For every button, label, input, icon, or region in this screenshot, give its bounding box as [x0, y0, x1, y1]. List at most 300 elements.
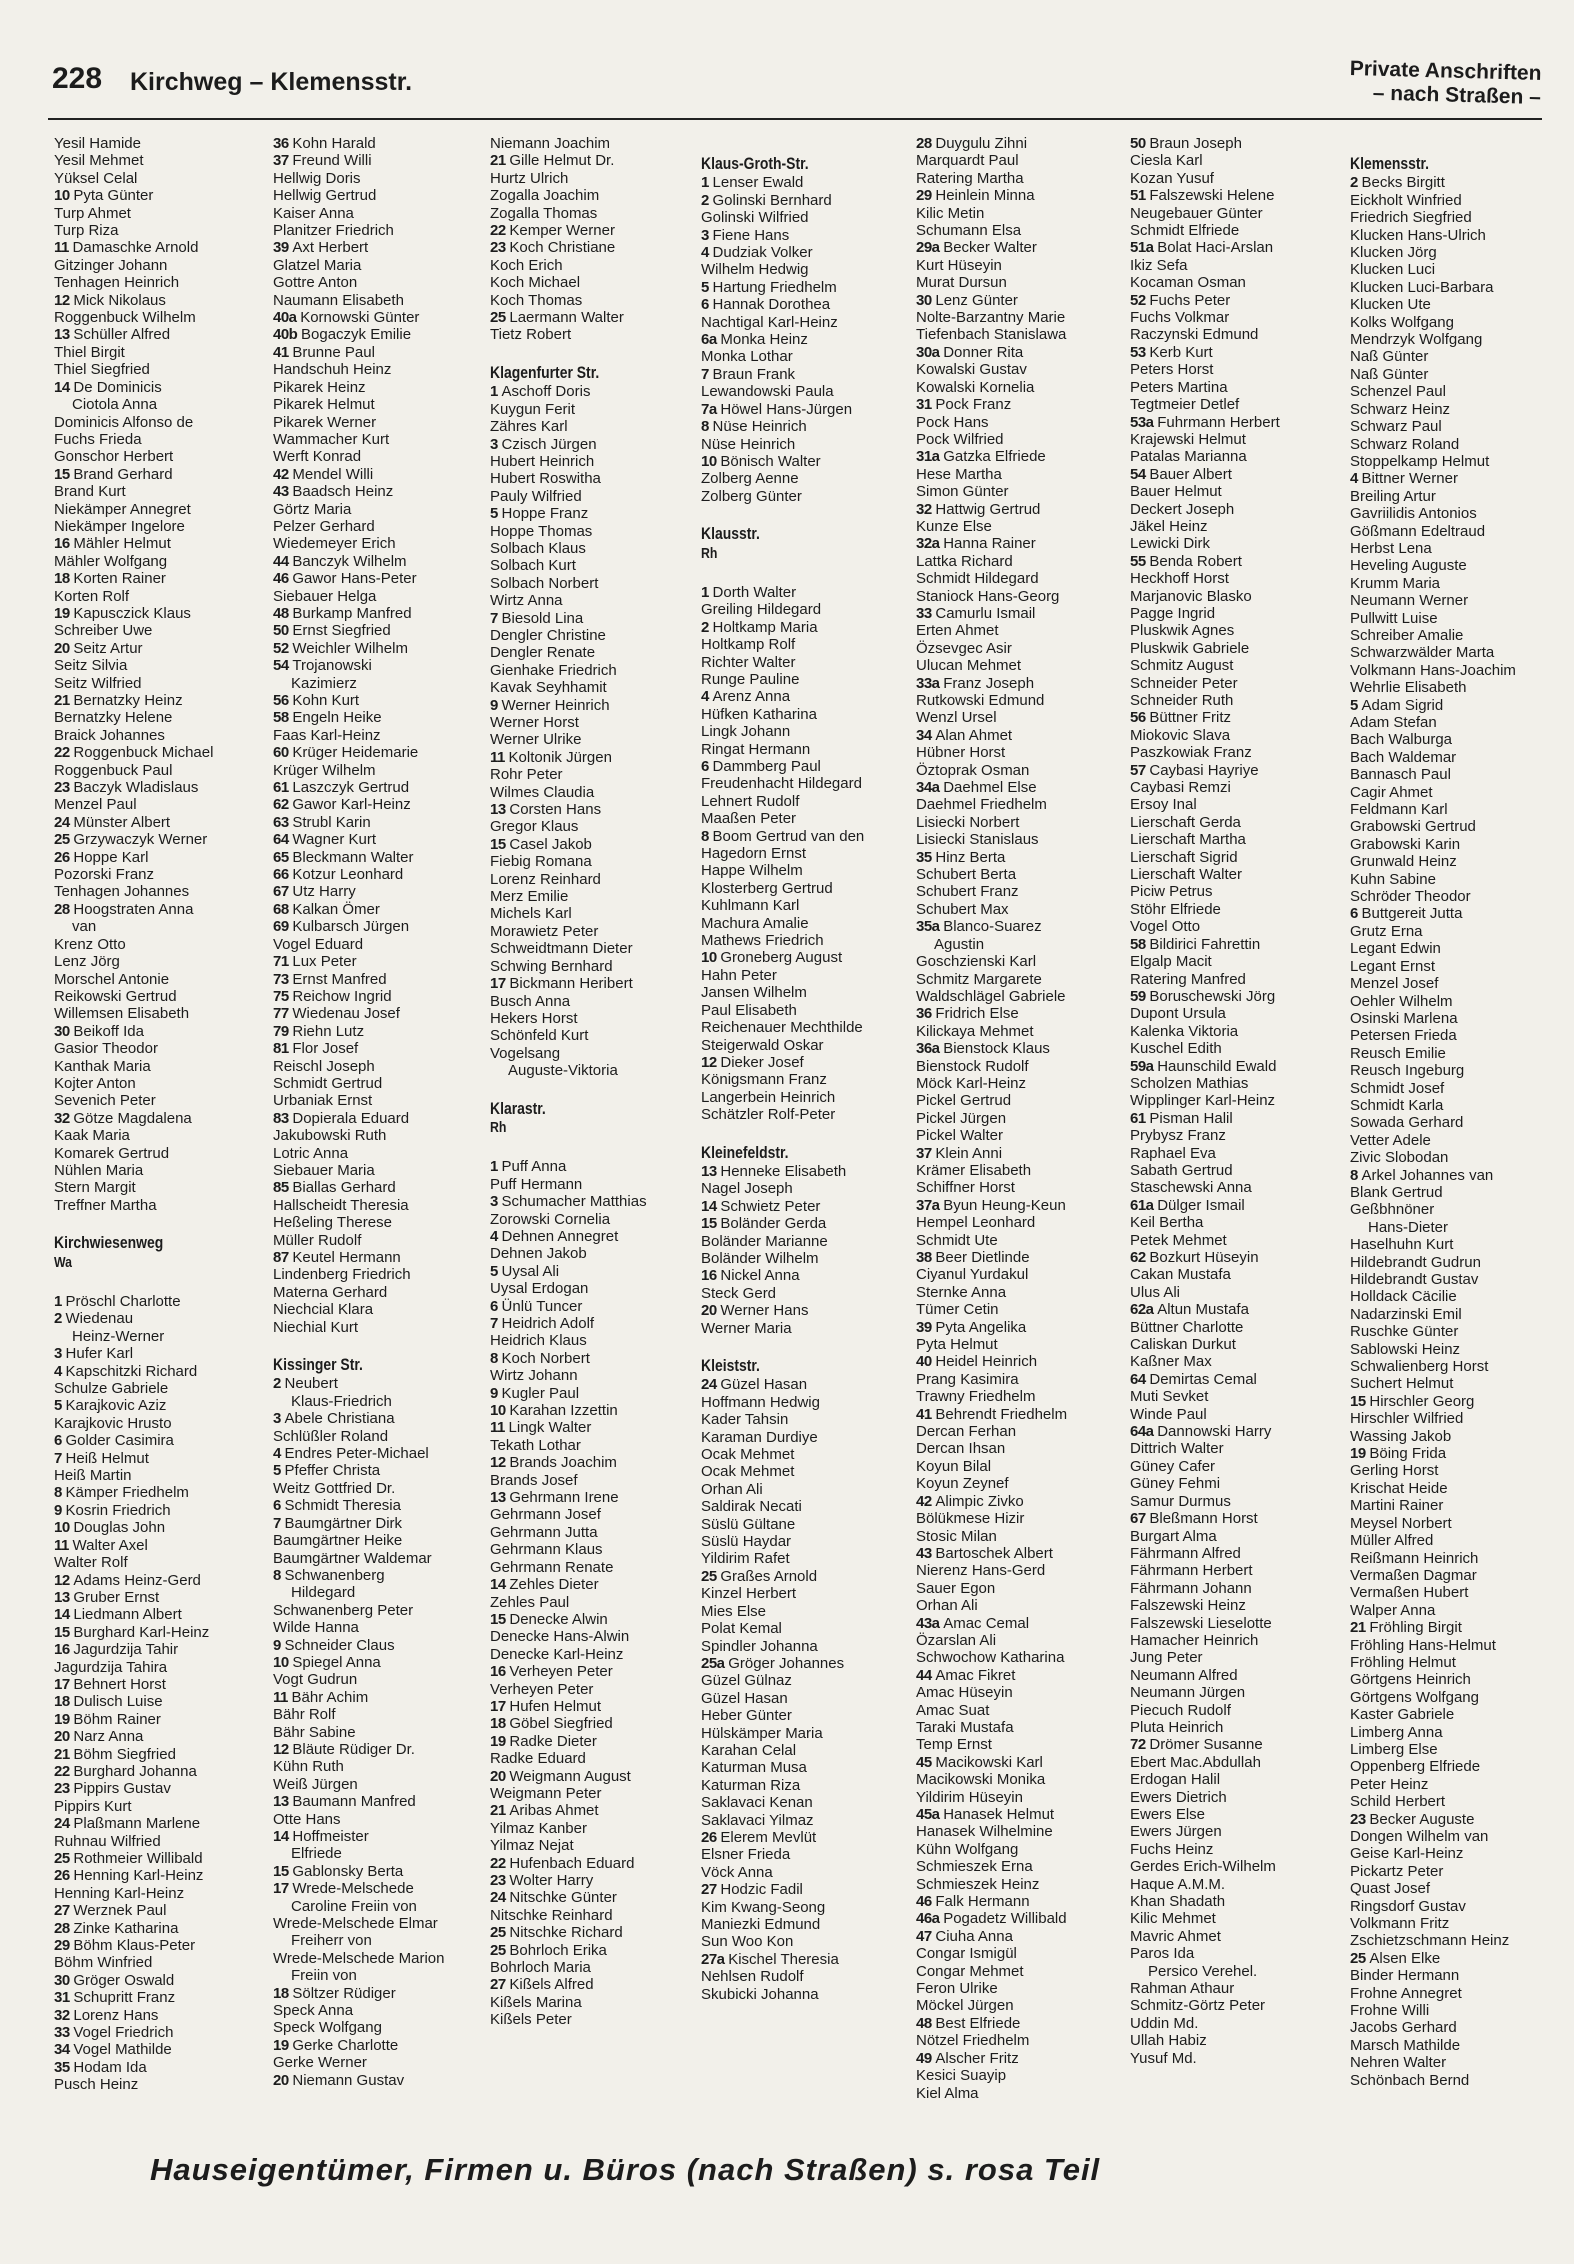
resident-entry: [490, 1942, 698, 1959]
resident-entry: Roggenbuck Wilhelm: [54, 309, 196, 327]
street-heading: Klagenfurter Str.: [490, 362, 600, 382]
resident-entry: [54, 1728, 262, 1745]
resident-name: Böhm Rainer: [73, 1710, 161, 1728]
resident-name: Holtkamp Maria: [712, 618, 818, 636]
resident-name: Gawor Karl-Heinz: [292, 796, 411, 814]
resident-entry: Mathews Friedrich: [701, 932, 824, 950]
resident-entry: Ersoy Inal: [1130, 796, 1197, 814]
house-number: 13: [490, 1489, 510, 1507]
resident-entry: [916, 1615, 1124, 1632]
house-number: 34: [916, 726, 936, 744]
resident-entry: [916, 1545, 1124, 1562]
resident-entry: Lierschaft Gerda: [1130, 813, 1241, 831]
house-number: 56: [273, 692, 293, 709]
resident-entry: Sternke Anna: [916, 1283, 1007, 1301]
house-number: 8: [490, 1349, 502, 1367]
resident-name: Hufer Karl: [65, 1345, 134, 1363]
resident-entry: [701, 1302, 909, 1319]
resident-entry: Schubert Max: [916, 900, 1009, 918]
resident-name: Büttner Fritz: [1149, 709, 1232, 727]
resident-entry: [916, 1928, 1124, 1945]
resident-entry: Lenz Jörg: [54, 953, 120, 971]
resident-name: Hoppe Karl: [73, 848, 149, 866]
house-number: 16: [701, 1267, 721, 1285]
resident-entry: Jakubowski Ruth: [273, 1127, 387, 1145]
resident-entry: Reusch Ingeburg: [1350, 1062, 1465, 1080]
resident-entry: Wirtz Anna: [490, 592, 563, 610]
house-number: 37a: [916, 1196, 944, 1214]
resident-name: Banczyk Wilhelm: [292, 552, 407, 570]
resident-name: Riehn Lutz: [292, 1022, 365, 1040]
resident-entry: [54, 1815, 262, 1832]
house-number: 60: [273, 744, 293, 762]
resident-entry: Geise Karl-Heinz: [1350, 1845, 1464, 1863]
resident-entry: Henning Karl-Heinz: [54, 1884, 185, 1902]
resident-entry: Peter Heinz: [1350, 1775, 1429, 1793]
resident-entry: Niekämper Annegret: [54, 500, 191, 518]
house-number: 64a: [1130, 1423, 1158, 1441]
house-number: 21: [54, 692, 74, 709]
resident-entry: [916, 501, 1124, 518]
resident-name: Schüller Alfred: [73, 326, 171, 344]
resident-entry: Dengler Christine: [490, 626, 606, 644]
resident-entry: Puff Hermann: [490, 1175, 583, 1193]
resident-entry: [273, 605, 481, 622]
resident-entry: Mähler Wolfgang: [54, 552, 168, 570]
resident-name: Hufenbach Eduard: [509, 1854, 635, 1872]
resident-entry: Falszewski Lieselotte: [1130, 1614, 1272, 1632]
house-number: 1: [490, 1158, 502, 1176]
resident-name: Hoogstraten Anna: [73, 900, 194, 918]
resident-entry: Niechial Kurt: [273, 1318, 359, 1336]
resident-entry: Kuhlmann Karl: [701, 897, 800, 915]
resident-name: Henneke Elisabeth: [720, 1162, 847, 1180]
resident-entry: Haque A.M.M.: [1130, 1875, 1226, 1893]
resident-name: Dammberg Paul: [712, 758, 821, 775]
resident-entry: [701, 174, 909, 191]
house-number: 59: [1130, 987, 1150, 1005]
house-number: 23: [1350, 1810, 1370, 1828]
resident-entry: Bähr Sabine: [273, 1723, 356, 1741]
column-7: [1350, 135, 1558, 2089]
resident-entry: Pluta Heinrich: [1130, 1718, 1224, 1736]
resident-entry: Hubert Heinrich: [490, 452, 595, 470]
resident-entry: Schwarzwälder Marta: [1350, 644, 1495, 662]
resident-entry: Ciesla Karl: [1130, 152, 1203, 170]
resident-entry: [1130, 292, 1338, 309]
resident-name: Boländer Gerda: [720, 1215, 827, 1233]
resident-entry: Stöhr Elfriede: [1130, 900, 1221, 918]
house-number: 30: [54, 1971, 74, 1989]
resident-entry: Congar Ismigül: [916, 1945, 1017, 1963]
house-number: 9: [490, 696, 502, 714]
resident-entry: Uddin Md.: [1130, 2014, 1199, 2032]
resident-name: Caybasi Hayriye: [1149, 761, 1259, 779]
resident-entry: Meysel Norbert: [1350, 1514, 1452, 1532]
street-heading: Klausstr.: [701, 524, 760, 544]
resident-entry: Radke Eduard: [490, 1750, 586, 1768]
resident-name: Kosrin Friedrich: [65, 1501, 171, 1519]
resident-entry: [273, 2037, 481, 2054]
house-number: 31: [54, 1989, 74, 2007]
resident-name: Fuhrmann Herbert: [1157, 413, 1280, 431]
house-number: 65: [273, 848, 293, 866]
house-number: 18: [490, 1715, 510, 1733]
resident-entry: Pickel Gertrud: [916, 1092, 1012, 1110]
resident-entry: [273, 657, 481, 674]
house-number: 29: [916, 187, 936, 205]
resident-name: Koch Norbert: [501, 1349, 590, 1367]
resident-entry: Tietz Robert: [490, 326, 572, 344]
house-number: 25: [701, 1567, 721, 1585]
district-code: Rh: [490, 1118, 507, 1136]
resident-entry: [916, 239, 1124, 256]
resident-name: Kerb Kurt: [1149, 343, 1213, 361]
house-number: 22: [490, 222, 510, 240]
house-number: 6: [490, 1297, 502, 1315]
house-number: 22: [54, 744, 74, 762]
house-number: 66: [273, 866, 293, 884]
resident-entry: [916, 1353, 1124, 1370]
house-number: 7: [273, 1514, 285, 1532]
house-number: 63: [273, 813, 293, 831]
street-heading: Klaus-Groth-Str.: [701, 154, 809, 173]
resident-entry: Merz Emilie: [490, 888, 569, 906]
resident-entry: Marsch Mathilde: [1350, 2036, 1461, 2054]
resident-name: Nitschke Richard: [509, 1924, 623, 1942]
resident-entry: Elsner Frieda: [701, 1846, 791, 1864]
resident-name: Götze Magdalena: [73, 1109, 192, 1127]
column-6: [1130, 135, 1338, 2067]
resident-entry: Karaman Durdiye: [701, 1428, 818, 1446]
resident-entry: Zivic Slobodan: [1350, 1149, 1449, 1167]
resident-entry: Schröder Theodor: [1350, 888, 1471, 906]
resident-entry: Limberg Anna: [1350, 1723, 1443, 1741]
house-number: 23: [54, 779, 74, 797]
house-number: 8: [701, 418, 713, 436]
resident-entry: Kinzel Herbert: [701, 1585, 797, 1603]
resident-entry: Jansen Wilhelm: [701, 984, 807, 1002]
house-number: 50: [273, 622, 293, 640]
resident-name: Benda Robert: [1149, 552, 1242, 570]
resident-entry: Saldirak Necati: [701, 1498, 802, 1516]
resident-entry: [490, 1802, 698, 1819]
resident-entry: Gerke Werner: [273, 2054, 367, 2072]
resident-entry: Böhm Winfried: [54, 1954, 153, 1972]
resident-entry: Pullwitt Luise: [1350, 609, 1438, 627]
resident-name: Byun Heung-Keun: [943, 1196, 1066, 1214]
house-number: 64: [273, 831, 293, 849]
resident-entry: [54, 1920, 262, 1937]
resident-entry: Özarslan Ali: [916, 1631, 997, 1649]
house-number: 52: [273, 639, 293, 657]
resident-entry: Volkmann Fritz: [1350, 1915, 1450, 1933]
house-number: 61: [273, 779, 293, 797]
resident-entry: Heveling Auguste: [1350, 557, 1467, 575]
resident-name: Kischel Theresia: [728, 1950, 839, 1968]
resident-name: Güzel Hasan: [720, 1376, 808, 1394]
resident-entry: Maniezki Edmund: [701, 1916, 821, 1933]
resident-entry: Kaak Maria: [54, 1127, 130, 1145]
resident-entry: Heidrich Klaus: [490, 1332, 587, 1350]
house-number: 4: [54, 1362, 66, 1380]
resident-entry: [916, 1145, 1124, 1162]
resident-entry: [490, 1298, 698, 1315]
resident-entry: [1130, 988, 1338, 1005]
resident-entry: Schwalienberg Horst: [1350, 1358, 1489, 1376]
resident-entry: Pyta Helmut: [916, 1336, 998, 1354]
resident-name: Behrendt Friedhelm: [935, 1405, 1068, 1423]
resident-entry: Görtgens Heinrich: [1350, 1671, 1471, 1689]
house-number: 5: [701, 278, 713, 296]
house-number: 35a: [916, 918, 944, 936]
resident-name: Gehrmann Irene: [509, 1489, 619, 1507]
resident-entry: Dupont Ursula: [1130, 1005, 1226, 1023]
house-number: 1: [490, 383, 502, 401]
resident-entry: Boländer Wilhelm: [701, 1249, 819, 1267]
resident-entry: Greiling Hildegard: [701, 601, 822, 619]
house-number: 8: [54, 1484, 66, 1502]
house-number: 46: [916, 1893, 936, 1911]
resident-entry: Kunze Else: [916, 517, 992, 535]
resident-name: Becker Auguste: [1369, 1810, 1475, 1828]
resident-entry: Wirtz Johann: [490, 1367, 578, 1385]
resident-entry: [490, 1263, 698, 1280]
house-number: 24: [54, 813, 74, 831]
resident-name: Söltzer Rüdiger: [292, 1984, 396, 2002]
resident-entry: [54, 1989, 262, 2006]
resident-entry: Schmidt Karla: [1350, 1096, 1444, 1114]
resident-entry: [54, 535, 262, 552]
resident-name: Pfeffer Christa: [284, 1462, 381, 1480]
resident-name: Bleckmann Walter: [292, 848, 414, 866]
resident-entry: Görtgens Wolfgang: [1350, 1688, 1479, 1706]
house-number: 19: [54, 1710, 74, 1728]
house-number: 27a: [701, 1950, 729, 1968]
resident-entry: [54, 1850, 262, 1867]
page-header: [52, 56, 1542, 112]
house-number: 5: [54, 1397, 66, 1415]
resident-entry: Pikarek Werner: [273, 413, 377, 431]
resident-entry: [273, 344, 481, 361]
resident-entry: [916, 1319, 1124, 1336]
resident-name: Korten Rainer: [73, 570, 166, 588]
resident-entry: [1350, 174, 1558, 191]
resident-name: Biallas Gerhard: [292, 1179, 396, 1197]
street-heading: Kirchwiesenweg: [54, 1233, 164, 1253]
resident-entry: Hamacher Heinrich: [1130, 1631, 1259, 1649]
resident-name: Koch Christiane: [509, 239, 616, 257]
resident-name: Becks Birgitt: [1361, 174, 1445, 192]
resident-entry: Pickel Jürgen: [916, 1109, 1007, 1127]
resident-name: Grzywaczyk Werner: [73, 831, 208, 849]
resident-entry: Ratering Martha: [916, 169, 1024, 187]
house-number: 37: [273, 152, 293, 170]
resident-entry: [490, 436, 698, 453]
resident-name: Baumgärtner Dirk: [284, 1514, 403, 1532]
resident-entry: [916, 605, 1124, 622]
directory-columns: [54, 135, 1544, 2135]
resident-entry: Speck Anna: [273, 2002, 354, 2020]
resident-name: Schupritt Franz: [73, 1989, 176, 2007]
house-number: 14: [490, 1576, 510, 1594]
resident-entry: Schwing Bernhard: [490, 957, 613, 975]
resident-entry: Schneider Ruth: [1130, 692, 1234, 709]
house-number: 27: [490, 1976, 510, 1994]
resident-name: Hannak Dorothea: [712, 296, 831, 314]
house-number: 4: [273, 1445, 285, 1463]
house-number: 6: [1350, 905, 1362, 923]
resident-entry: Reusch Emilie: [1350, 1044, 1446, 1062]
resident-entry: Lattka Richard: [916, 552, 1013, 570]
resident-entry: Ringat Hermann: [701, 740, 811, 758]
resident-name: Camurlu Ismail: [935, 604, 1036, 622]
resident-entry: Tegtmeier Detlef: [1130, 396, 1240, 414]
resident-entry: [273, 988, 481, 1005]
resident-entry: [54, 1711, 262, 1728]
resident-entry: Frohne Annegret: [1350, 1984, 1462, 2002]
house-number: 15: [701, 1215, 721, 1233]
resident-entry: [490, 1889, 698, 1906]
resident-name: Lux Peter: [292, 953, 357, 971]
resident-entry: [701, 828, 909, 845]
house-number: 16: [490, 1663, 510, 1681]
resident-entry: Yusuf Md.: [1130, 2049, 1197, 2067]
resident-name: Höwel Hans-Jürgen: [720, 400, 853, 418]
resident-entry: Möckel Jürgen: [916, 1997, 1014, 2015]
resident-entry: [916, 535, 1124, 552]
resident-entry: Bähr Rolf: [273, 1706, 336, 1724]
resident-name: Pyta Günter: [73, 187, 154, 205]
resident-entry: Runge Pauline: [701, 670, 800, 688]
resident-entry: Kuhn Sabine: [1350, 870, 1436, 888]
house-number: 30a: [916, 343, 944, 361]
resident-name: Nitschke Günter: [509, 1889, 617, 1907]
house-number: 53a: [1130, 413, 1158, 431]
resident-name: Falszewski Helene: [1149, 187, 1275, 205]
resident-entry: Tenhagen Heinrich: [54, 274, 180, 292]
resident-entry: [701, 418, 909, 435]
resident-entry: Stosic Milan: [916, 1527, 997, 1545]
resident-name: Narz Anna: [73, 1728, 144, 1746]
resident-entry: Süslü Haydar: [701, 1533, 792, 1551]
resident-entry: Dominicis Alfonso de: [54, 413, 194, 431]
resident-name: Heidrich Adolf: [501, 1315, 595, 1332]
house-number: 79: [273, 1022, 293, 1040]
resident-entry: [701, 949, 909, 966]
resident-entry: Hagedorn Ernst: [701, 845, 807, 863]
resident-name: Trojanowski: [292, 657, 372, 675]
resident-entry: Fuchs Frieda: [54, 430, 142, 448]
resident-name: Radke Dieter: [509, 1732, 597, 1750]
resident-entry: Niekämper Ingelore: [54, 517, 185, 535]
house-number: 25a: [701, 1654, 729, 1672]
house-number: 61a: [1130, 1196, 1158, 1214]
house-number: 31a: [916, 448, 944, 466]
resident-entry: [1350, 1619, 1558, 1636]
resident-entry: Ulus Ali: [1130, 1283, 1181, 1301]
resident-entry: Ciyanul Yurdakul: [916, 1266, 1029, 1284]
resident-entry: [701, 688, 909, 705]
resident-name: Wiedenau: [65, 1310, 134, 1328]
resident-entry: Kojter Anton: [54, 1074, 136, 1092]
resident-entry: Siebauer Maria: [273, 1161, 375, 1179]
section-label-line2: – nach Straßen –: [1372, 81, 1542, 109]
resident-name: Heiß Helmut: [65, 1449, 149, 1467]
resident-entry: [701, 758, 909, 775]
resident-entry: [273, 1110, 481, 1127]
resident-name: Utz Harry: [292, 883, 356, 901]
resident-entry: Nötzel Friedhelm: [916, 2032, 1030, 2050]
resident-entry: [273, 1040, 481, 1057]
resident-entry: Weiß Jürgen: [273, 1775, 358, 1793]
resident-entry: Wilde Hanna: [273, 1619, 359, 1637]
resident-entry: Peters Horst: [1130, 361, 1214, 379]
entry-continuation: Agustin: [934, 935, 985, 953]
house-number: 35: [916, 848, 936, 866]
house-number: 75: [273, 987, 293, 1005]
resident-entry: Gavriilidis Antonios: [1350, 505, 1477, 523]
resident-entry: [916, 396, 1124, 413]
resident-entry: Cagir Ahmet: [1350, 783, 1433, 801]
resident-entry: Lorenz Reinhard: [490, 870, 601, 888]
resident-entry: Macikowski Monika: [916, 1771, 1046, 1789]
resident-entry: Sablowski Heinz: [1350, 1340, 1461, 1358]
resident-entry: Mavric Ahmet: [1130, 1927, 1221, 1945]
resident-entry: [273, 901, 481, 918]
resident-entry: Kißels Peter: [490, 2011, 572, 2029]
resident-entry: [54, 1763, 262, 1780]
resident-entry: Schwochow Katharina: [916, 1649, 1065, 1667]
resident-entry: Nüse Heinrich: [701, 435, 796, 453]
column-4: [701, 135, 909, 2003]
resident-entry: [701, 1829, 909, 1846]
resident-entry: Schmidt Josef: [1350, 1079, 1445, 1097]
resident-entry: Karahan Celal: [701, 1741, 797, 1759]
resident-entry: Oppenberg Elfriede: [1350, 1758, 1481, 1776]
house-number: 61: [1130, 1109, 1150, 1127]
resident-entry: Pickel Walter: [916, 1127, 1003, 1145]
resident-entry: Menzel Paul: [54, 796, 137, 814]
resident-entry: Scholzen Mathias: [1130, 1074, 1249, 1092]
resident-name: Alscher Fritz: [935, 2049, 1019, 2067]
resident-entry: Legant Edwin: [1350, 940, 1441, 958]
resident-entry: Kowalski Kornelia: [916, 378, 1035, 396]
resident-entry: Sevenich Peter: [54, 1092, 156, 1110]
resident-entry: Sauer Egon: [916, 1579, 996, 1597]
resident-entry: Prang Kasimira: [916, 1370, 1019, 1388]
resident-entry: [1130, 1197, 1338, 1214]
resident-entry: Ocak Mehmet: [701, 1446, 795, 1464]
resident-entry: Vetter Adele: [1350, 1131, 1431, 1149]
resident-entry: Schenzel Paul: [1350, 383, 1446, 401]
resident-entry: Keil Bertha: [1130, 1214, 1204, 1232]
resident-entry: Yüksel Celal: [54, 169, 138, 187]
resident-entry: [916, 187, 1124, 204]
resident-entry: [273, 971, 481, 988]
resident-entry: [701, 296, 909, 313]
resident-entry: [1350, 1445, 1558, 1462]
resident-name: Hirschler Georg: [1369, 1392, 1475, 1410]
resident-entry: Turp Ahmet: [54, 204, 131, 222]
resident-entry: Schmidt Hildegard: [916, 570, 1039, 588]
resident-entry: Holtkamp Rolf: [701, 636, 796, 654]
resident-entry: [490, 1315, 698, 1332]
resident-name: Corsten Hans: [509, 801, 602, 819]
resident-entry: [273, 692, 481, 709]
house-number: 26: [54, 848, 74, 866]
resident-entry: Kilic Mehmet: [1130, 1910, 1216, 1928]
